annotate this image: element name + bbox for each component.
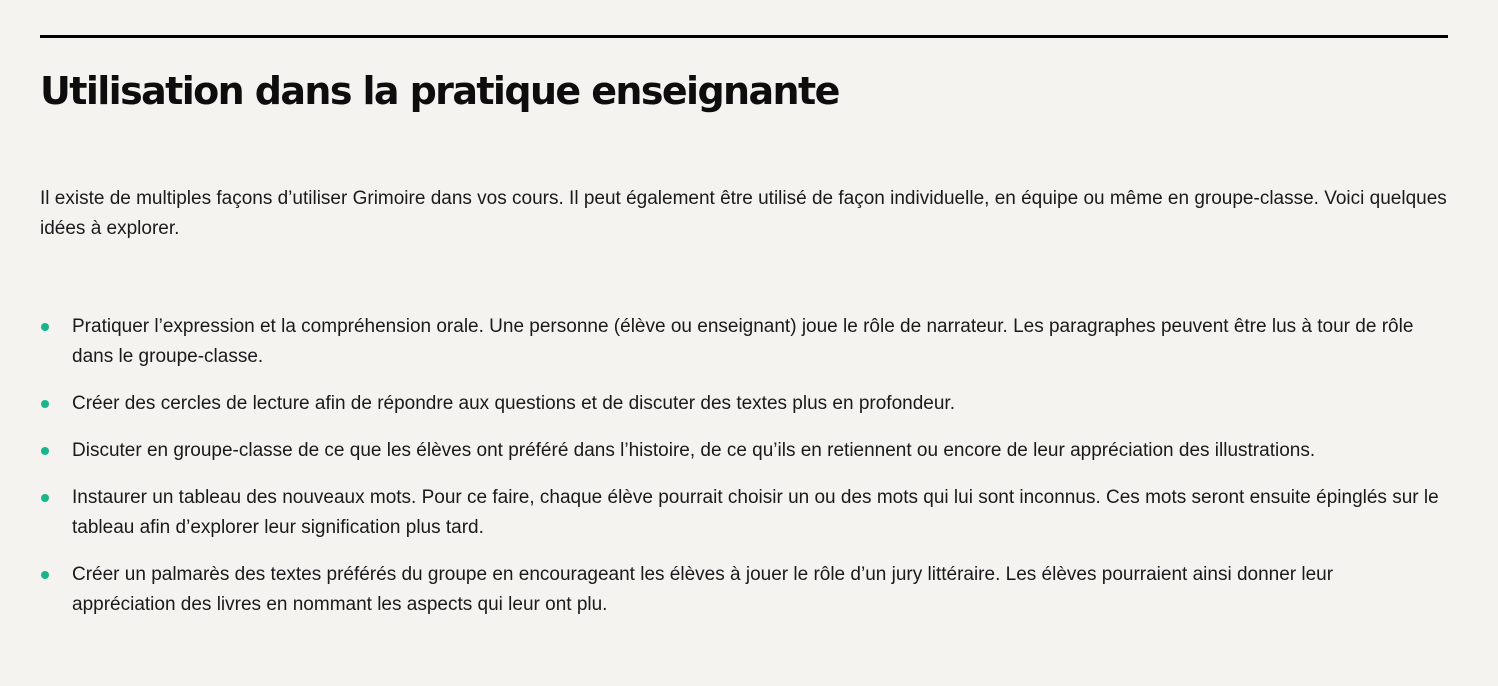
- list-item-text: Créer un palmarès des textes préférés du groupe en encourageant les élèves à jouer le rôle d’un jury littéraire. Les élèves pourraient ainsi donner leur appréciation des livres en nommant les aspects qui leur ont plu.: [72, 564, 1334, 615]
- list-item-text: Instaurer un tableau des nouveaux mots. Pour ce faire, chaque élève pourrait choisir un ou des mots qui lui sont inconnus. Ces mots seront ensuite épinglés sur le tableau afin d’explorer leur signification plus tard.: [72, 487, 1439, 538]
- list-item-text: Pratiquer l’expression et la compréhension orale. Une personne (élève ou enseignant) joue le rôle de narrateur. Les paragraphes peuvent être lus à tour de rôle dans le groupe-classe.: [72, 316, 1414, 367]
- list-item-text: Discuter en groupe-classe de ce que les élèves ont préféré dans l’histoire, de ce qu’ils en retiennent ou encore de leur appréciation des illustrations.: [72, 440, 1316, 461]
- bullet-dot-icon: [41, 400, 49, 408]
- list-item: [40, 436, 1440, 466]
- bullet-dot-icon: [41, 571, 49, 579]
- list-item: [40, 560, 1440, 620]
- list-item: [40, 483, 1440, 543]
- list-item: [40, 312, 1440, 372]
- list-item: [40, 389, 1440, 419]
- bullet-dot-icon: [41, 323, 49, 331]
- intro-paragraph: Il existe de multiples façons d’utiliser Grimoire dans vos cours. Il peut également être utilisé de façon individuelle, en équipe ou même en groupe-classe. Voici quelques idées à explorer.: [40, 188, 1447, 239]
- list-item-text: Créer des cercles de lecture afin de répondre aux questions et de discuter des textes plus en profondeur.: [72, 393, 955, 414]
- section-title: Utilisation dans la pratique enseignante: [40, 69, 839, 113]
- section-divider: [40, 35, 1448, 38]
- bullet-dot-icon: [41, 494, 49, 502]
- ideas-list: [40, 312, 1440, 637]
- bullet-dot-icon: [41, 447, 49, 455]
